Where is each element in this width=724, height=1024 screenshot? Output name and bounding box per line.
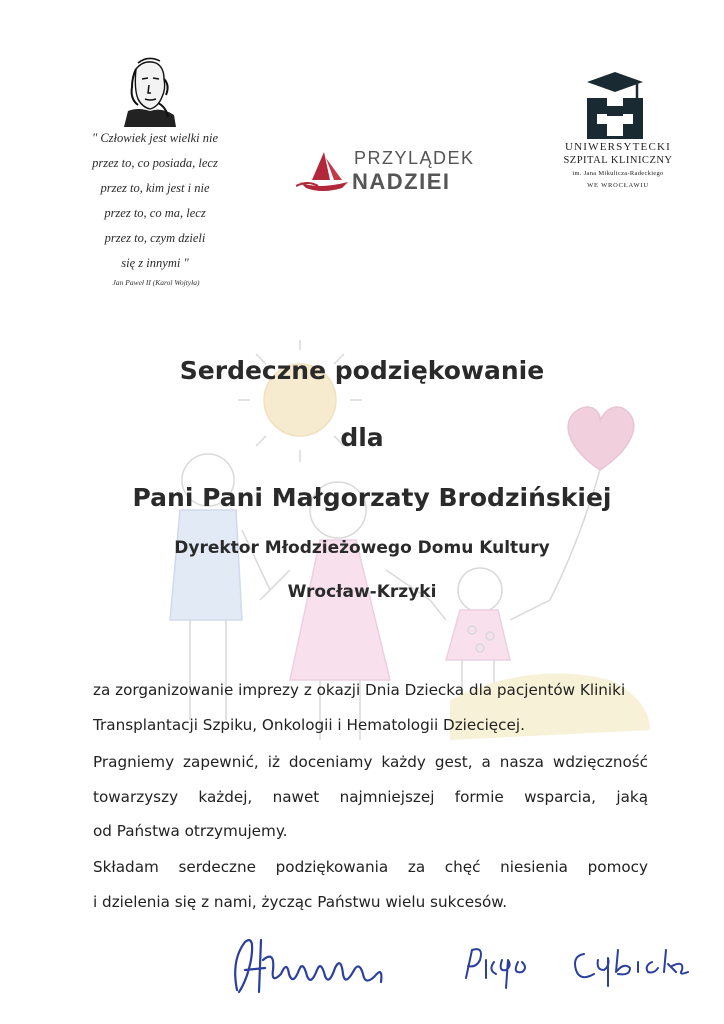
quote-line: się z innymi " [121,256,189,270]
quote-line: przez to, co posiada, lecz [92,156,218,170]
recipient-position: Dyrektor Młodzieżowego Domu Kultury [174,538,550,558]
quote-line: przez to, kim jest i nie [100,181,210,195]
quote-line: " Człowiek jest wielki nie [91,131,219,145]
recipient-place: Wrocław-Krzyki [287,582,437,602]
hospital-name-line-4: WE WROCŁAWIU [587,182,649,189]
signature-2 [458,930,568,990]
body-line: Pragniemy zapewnić, iż doceniamy każdy gest, a nasza wdzięczność [93,753,648,771]
quote-line: przez to, czym dzieli [104,231,206,245]
sailboat-icon [296,150,356,192]
body-line: od Państwa otrzymujemy. [93,822,288,840]
quote-line: przez to, co ma, lecz [104,206,206,220]
hospital-name-line-1: UNIWERSYTECKI [564,141,672,153]
pope-portrait-icon [118,55,180,127]
signature-1 [225,930,395,1000]
body-line: Składam serdeczne podziękowania za chęć niesienia pomocy [93,858,648,876]
signature-3 [568,930,718,990]
hospital-name-line-3: im. Jana Mikulicza-Radeckiego [572,170,664,177]
logo-line-2: NADZIEI [352,169,451,194]
body-line: Transplantacji Szpiku, Onkologii i Hematologii Dziecięcej. [93,716,525,734]
graduation-cap-hospital-icon [583,70,647,140]
logo-line-1: PRZYLĄDEK [354,148,475,168]
quote-author: Jan Paweł II (Karol Wojtyła) [112,278,200,287]
quote [80,126,230,276]
body-line: towarzyszy każdej, nawet najmniejszej formie wsparcia, jaką [93,788,648,806]
body-line: i dzielenia się z nami, życząc Państwu wielu sukcesów. [93,893,508,911]
body-line: za zorganizowanie imprezy z okazji Dnia Dziecka dla pacjentów Kliniki [93,681,626,699]
letter-title: Serdeczne podziękowanie [179,356,545,385]
letter-for: dla [340,423,384,452]
recipient-name: Pani Pani Małgorzaty Brodzińskiej [132,483,612,512]
hospital-name-line-2: SZPITAL KLINICZNY [563,155,673,166]
